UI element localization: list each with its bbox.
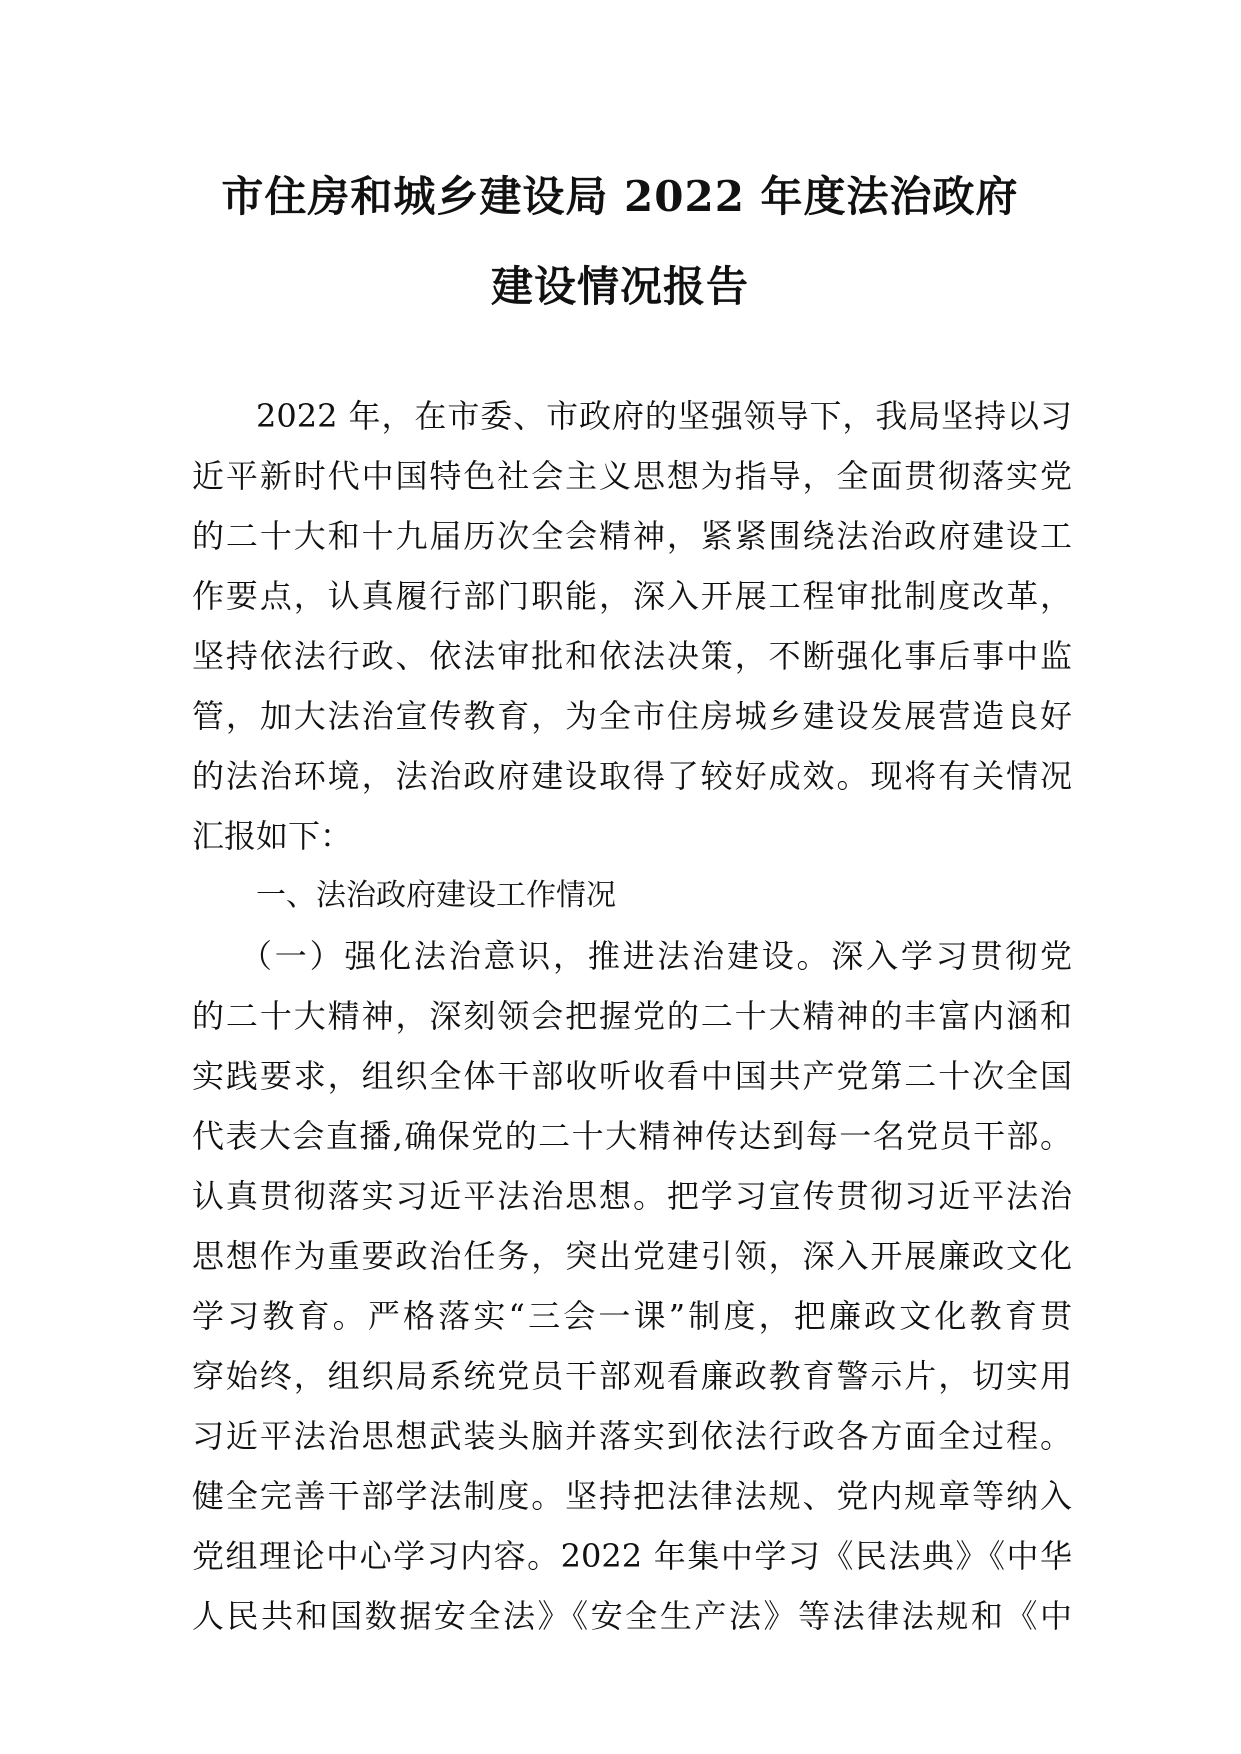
- intro-paragraph-line: 近平新时代中国特色社会主义思想为指导，全面贯彻落实党: [192, 457, 1072, 495]
- intro-paragraph-line: 的二十大和十九届历次全会精神，紧紧围绕法治政府建设工: [192, 517, 1072, 555]
- section-paragraph-line: 学习教育。严格落实“三会一课”制度，把廉政文化教育贯: [192, 1297, 1072, 1335]
- intro-paragraph-line: 作要点，认真履行部门职能，深入开展工程审批制度改革，: [192, 577, 1072, 615]
- section-paragraph-line: 代表大会直播,确保党的二十大精神传达到每一名党员干部。: [192, 1117, 1072, 1155]
- section-paragraph-line: （一）强化法治意识，推进法治建设。深入学习贯彻党: [240, 937, 1072, 975]
- document-title-line-1: 市住房和城乡建设局 2022 年度法治政府: [221, 172, 1019, 221]
- section-paragraph-line: 习近平法治思想武装头脑并落实到依法行政各方面全过程。: [192, 1417, 1072, 1455]
- section-paragraph-line: 人民共和国数据安全法》《安全生产法》等法律法规和《中: [192, 1597, 1072, 1635]
- section-paragraph-line: 健全完善干部学法制度。坚持把法律法规、党内规章等纳入: [192, 1477, 1072, 1515]
- section-paragraph-line: 认真贯彻落实习近平法治思想。把学习宣传贯彻习近平法治: [192, 1177, 1072, 1215]
- intro-paragraph-line: 坚持依法行政、依法审批和依法决策，不断强化事后事中监: [192, 637, 1072, 675]
- section-paragraph-line: 实践要求，组织全体干部收听收看中国共产党第二十次全国: [192, 1057, 1072, 1095]
- section-paragraph-line: 党组理论中心学习内容。2022 年集中学习《民法典》《中华: [192, 1537, 1072, 1575]
- section-paragraph-line: 思想作为重要政治任务，突出党建引领，深入开展廉政文化: [192, 1237, 1072, 1275]
- intro-paragraph-line: 2022 年，在市委、市政府的坚强领导下，我局坚持以习: [256, 397, 1072, 435]
- intro-paragraph-line: 管，加大法治宣传教育，为全市住房城乡建设发展营造良好: [192, 697, 1072, 735]
- section-paragraph-line: 穿始终，组织局系统党员干部观看廉政教育警示片，切实用: [192, 1357, 1072, 1395]
- document-body: [192, 386, 1072, 1646]
- intro-paragraph-line: 汇报如下：: [192, 817, 353, 855]
- document-title-line-2: 建设情况报告: [490, 262, 749, 311]
- section-paragraph-line: 的二十大精神，深刻领会把握党的二十大精神的丰富内涵和: [192, 997, 1072, 1035]
- intro-paragraph-line: 的法治环境，法治政府建设取得了较好成效。现将有关情况: [192, 757, 1072, 795]
- section-heading: 一、法治政府建设工作情况: [256, 878, 616, 913]
